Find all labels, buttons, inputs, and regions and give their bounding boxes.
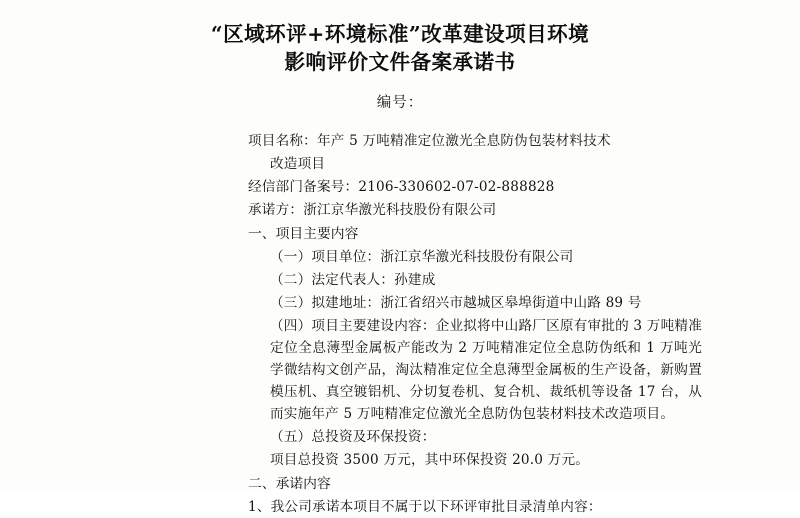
document-code-label: 编号：: [376, 94, 424, 111]
document-title-line-2: 影响评价文件备案承诺书: [284, 50, 516, 75]
field-promisor-value: 浙江京华激光科技股份有限公司: [303, 201, 497, 218]
field-record-number: [248, 176, 702, 198]
section-1-item-1: （一）项目单位：浙江京华激光科技股份有限公司: [270, 248, 574, 265]
section-1-investment: 项目总投资 3500 万元，其中环保投资 20.0 万元。: [270, 452, 590, 469]
section-1-item-4: （四）项目主要建设内容：企业拟将中山路厂区原有审批的 3 万吨精准定位全息薄型金属板产能改为 2 万吨精准定位全息防伪纸和 1 万吨光学微结构文创产品，淘汰精准定位全息薄型金属板的生产设备，新购置模压机、真空镀铝机、分切复卷机、复合机、裁纸机等设备 17 台，从而实施年产 5 万吨精准定位激光全息防伪包装材料技术改造项目。: [270, 318, 702, 423]
field-project-name-label: 项目名称：: [248, 132, 317, 149]
section-1-heading: 一、项目主要内容: [248, 225, 359, 242]
field-project-name-value-continued: 改造项目: [270, 155, 326, 172]
section-2-heading: 二、承诺内容: [248, 476, 331, 493]
section-1-item-5: （五）总投资及环保投资：: [270, 429, 436, 446]
field-promisor: [248, 199, 702, 221]
field-promisor-label: 承诺方：: [248, 201, 304, 218]
field-project-name: [248, 130, 702, 152]
document-title: [58, 20, 742, 77]
document-body: [58, 130, 742, 518]
section-2-item-1: 1、我公司承诺本项目不属于以下环评审批目录清单内容：: [248, 499, 602, 516]
field-record-number-label: 经信部门备案号：: [248, 178, 359, 195]
field-project-name-value: 年产 5 万吨精准定位激光全息防伪包装材料技术: [316, 132, 611, 149]
field-record-number-value: 2106-330602-07-02-888828: [358, 178, 555, 195]
document-title-line-1: “区域环评+环境标准”改革建设项目环境: [210, 22, 590, 46]
section-1-item-2: （二）法定代表人：孙建成: [270, 271, 436, 288]
section-1-item-3: （三）拟建地址：浙江省绍兴市越城区皋埠街道中山路 89 号: [270, 295, 642, 311]
